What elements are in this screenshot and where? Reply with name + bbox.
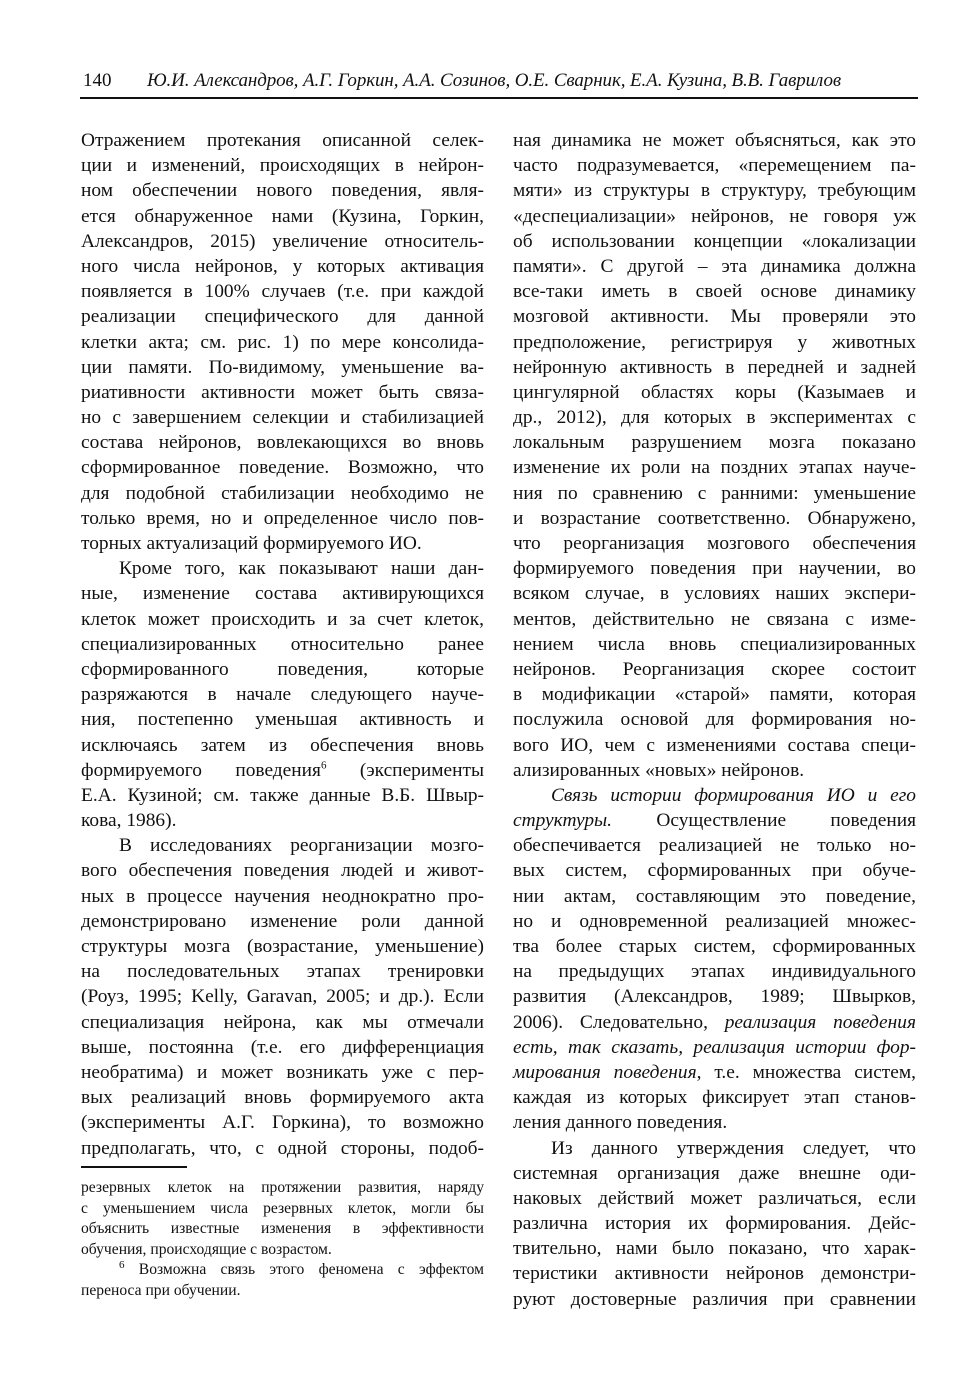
- text-line: предположение, регистрируя у животных: [513, 331, 916, 353]
- text-line: разряжаются в начале следующего науче-: [81, 684, 484, 706]
- text-line: вого обеспечения поведения людей и живот-: [81, 860, 484, 882]
- text-line: но и одновременной реализацией множес-: [513, 910, 916, 932]
- text-line: необратима) и может возникать уже с пер-: [81, 1061, 484, 1083]
- footnote-marker-6: 6: [119, 1258, 125, 1271]
- text-line: цингулярной областях коры (Казымаев и: [513, 381, 916, 403]
- text-line: только время, но и определенное число пов-: [81, 507, 484, 529]
- paragraph-start-line: Из данного утверждения следует, что: [551, 1137, 916, 1159]
- text-line: послужила основой для формирования но-: [513, 709, 916, 731]
- footnote-line: обучения, происходящие с возрастом.: [81, 1240, 332, 1258]
- text-line: [513, 1010, 916, 1035]
- text-line: руют достоверные различия при сравнении: [513, 1288, 916, 1310]
- text-line: ния по сравнению с ранними: уменьшение: [513, 482, 916, 504]
- footnotes: [81, 1178, 484, 1301]
- text-line: все-таки иметь в своей основе динамику: [513, 281, 916, 303]
- text-span: (эксперименты: [326, 759, 484, 781]
- text-line: клетки акта; см. рис. 1) по мере консолида-: [81, 331, 484, 353]
- text-line: торных актуализаций формируемого ИО.: [81, 533, 422, 554]
- page-header: [80, 66, 918, 96]
- emphasis-span: есть, так сказать, реализация истории фор-: [513, 1036, 916, 1058]
- right-column: [513, 128, 916, 1312]
- text-line: всяком случае, в условиях наших экспери-: [513, 583, 916, 605]
- footnote-6: [81, 1260, 484, 1281]
- text-line: локальным разрушением мозга показано: [513, 432, 916, 454]
- text-line: наковых действий может различаться, если: [513, 1187, 916, 1209]
- footnote-line: объяснить известные изменения в эффективности: [81, 1220, 484, 1237]
- section-heading: Связь истории формирования ИО и его: [551, 784, 916, 806]
- text-line: специализированных относительно ранее: [81, 633, 484, 655]
- text-line: Е.А. Кузиной; см. также данные В.Б. Швыр-: [81, 784, 484, 806]
- text-line: системная организация даже внешне оди-: [513, 1162, 916, 1184]
- text-line: вого ИО, чем с изменениями состава специ-: [513, 734, 916, 756]
- page-number: 140: [83, 70, 112, 91]
- paragraph-start-line: Кроме того, как показывают наши дан-: [119, 558, 484, 580]
- running-head-authors: Ю.И. Александров, А.Г. Горкин, А.А. Созинов, О.Е. Сварник, Е.А. Кузина, В.В. Гаврилов: [147, 70, 842, 91]
- text-line: вых систем, сформированных при обуче-: [513, 860, 916, 882]
- section-heading-line: [513, 783, 916, 808]
- footnote-line: резервных клеток на протяжении развития, наряду: [81, 1179, 484, 1196]
- text-line: специализация нейрона, как мы отмечали: [81, 1011, 484, 1033]
- text-span: , т.е. множества систем,: [696, 1061, 916, 1083]
- text-line: теристики активности нейронов демонстри-: [513, 1263, 916, 1285]
- text-line: в модификации «старой» памяти, которая: [513, 684, 916, 706]
- text-line: для подобной стабилизации необходимо не: [81, 482, 484, 504]
- text-line: ментов, действительно не связана с изме-: [513, 608, 916, 630]
- text-line: (эксперименты А.Г. Горкина), то возможно: [81, 1112, 484, 1134]
- text-line: нейронную активность в передней и задней: [513, 356, 916, 378]
- text-line: обеспечивается реализацией не только но-: [513, 835, 916, 857]
- footnote-line: с уменьшением числа резервных клеток, могли бы: [81, 1199, 484, 1217]
- text-line: на предыдущих этапах индивидуального: [513, 961, 916, 983]
- left-column: [81, 128, 484, 1161]
- text-line: ции памяти. По-видимому, уменьшение ва-: [81, 356, 484, 378]
- text-line: (Роуз, 1995; Kelly, Garavan, 2005; и др.). Если: [81, 986, 484, 1008]
- footnote-separator: [81, 1166, 187, 1168]
- text-line: кова, 1986).: [81, 810, 177, 832]
- text-line: мяти» из структуры в структуру, требующим: [513, 180, 916, 202]
- text-line: мозговой активности. Мы проверяли это: [513, 306, 916, 328]
- text-line: ных в процессе научения неоднократно про-: [81, 885, 484, 907]
- text-line: памяти». С другой – эта динамика должна: [513, 255, 916, 277]
- text-line: ции и изменений, происходящих в нейрон-: [81, 155, 484, 177]
- text-line: часто подразумевается, «перемещением па-: [513, 155, 916, 177]
- text-line: др., 2012), для которых в экспериментах с: [513, 407, 916, 429]
- text-line: и возрастание соответственно. Обнаружено,: [513, 507, 916, 529]
- text-line: об использовании концепции «локализации: [513, 230, 916, 252]
- text-line: клеток может происходить и за счет клеток,: [81, 608, 484, 630]
- text-line: состава нейронов, вовлекающихся во вновь: [81, 432, 484, 454]
- text-line: развития (Александров, 1989; Швырков,: [513, 986, 916, 1008]
- emphasis-span: реализация поведения: [707, 1011, 916, 1033]
- text-line: появляется в 100% случаев (т.е. при каждой: [81, 281, 484, 303]
- footnote-text: Возможна связь этого феномена с эффектом: [124, 1261, 484, 1278]
- text-line: ния, постепенно уменьшая активность и: [81, 709, 484, 731]
- text-line: ная динамика не может объясняться, как это: [513, 130, 916, 151]
- section-heading-tail: структуры.: [513, 810, 613, 832]
- text-line: предполагать, что, с одной стороны, подоб-: [81, 1137, 484, 1159]
- text-line: Александров, 2015) увеличение относитель-: [81, 230, 484, 252]
- text-line: нии актам, составляющим это поведение,: [513, 885, 916, 907]
- text-line: риативности активности может быть связа-: [81, 381, 484, 403]
- text-line: [513, 1035, 916, 1060]
- text-line: сформированного поведения, которые: [81, 658, 484, 680]
- text-span: 2006). Следовательно,: [513, 1011, 708, 1033]
- text-line: ализированных «новых» нейронов.: [513, 759, 805, 781]
- text-line: ется обнаруженное нами (Кузина, Горкин,: [81, 205, 484, 227]
- text-line: что реорганизация мозгового обеспечения: [513, 533, 916, 554]
- paragraph-start-line: В исследованиях реорганизации мозго-: [119, 835, 484, 857]
- text-line-with-footnote-ref: [81, 758, 484, 783]
- text-line: нением числа вновь специализированных: [513, 633, 916, 655]
- text-line: реализации специфического для данной: [81, 306, 484, 328]
- text-line: ления данного поведения.: [513, 1112, 728, 1134]
- text-line: сформированное поведение. Возможно, что: [81, 457, 484, 479]
- text-line: ные, изменение состава активирующихся: [81, 583, 484, 605]
- text-line: твительно, нами было показано, что харак-: [513, 1238, 916, 1260]
- header-rule: [80, 97, 918, 99]
- text-line: тва более старых систем, сформированных: [513, 936, 916, 957]
- text-line: каждая из которых фиксирует этап станов-: [513, 1087, 916, 1109]
- text-span: Осуществление поведения: [612, 810, 916, 832]
- text-line: вых реализаций вновь формируемого акта: [81, 1087, 484, 1109]
- text-line: демонстрировано изменение роли данной: [81, 910, 484, 932]
- text-line: ном обеспечении нового поведения, явля-: [81, 180, 484, 202]
- emphasis-span: мирования поведения: [513, 1061, 697, 1083]
- text-line: [513, 808, 916, 833]
- text-line: выше, постоянна (т.е. его дифференциация: [81, 1036, 484, 1058]
- text-line: нейронов. Реорганизация скорее состоит: [513, 658, 916, 680]
- text-line: но с завершением селекции и стабилизацией: [81, 407, 484, 429]
- text-line: структуры мозга (возрастание, уменьшение): [81, 936, 484, 957]
- text-line: исключаясь затем из обеспечения вновь: [81, 734, 484, 756]
- text-line: изменение их роли на поздних этапах науче-: [513, 457, 916, 479]
- text-line: формируемого поведения при научении, во: [513, 558, 916, 580]
- footnote-reference-6[interactable]: 6: [320, 759, 327, 772]
- text-line: [513, 1060, 916, 1085]
- text-line: различна история их формирования. Дейс-: [513, 1213, 916, 1235]
- text-line: «деспециализации» нейронов, не говоря уж: [513, 205, 916, 227]
- text-line: Отражением протекания описанной селек-: [81, 130, 484, 151]
- text-span: формируемого поведения: [81, 759, 321, 781]
- footnote-line: переноса при обучении.: [81, 1281, 241, 1299]
- text-line: ного числа нейронов, у которых активация: [81, 255, 484, 277]
- text-line: на последовательных этапах тренировки: [81, 961, 484, 983]
